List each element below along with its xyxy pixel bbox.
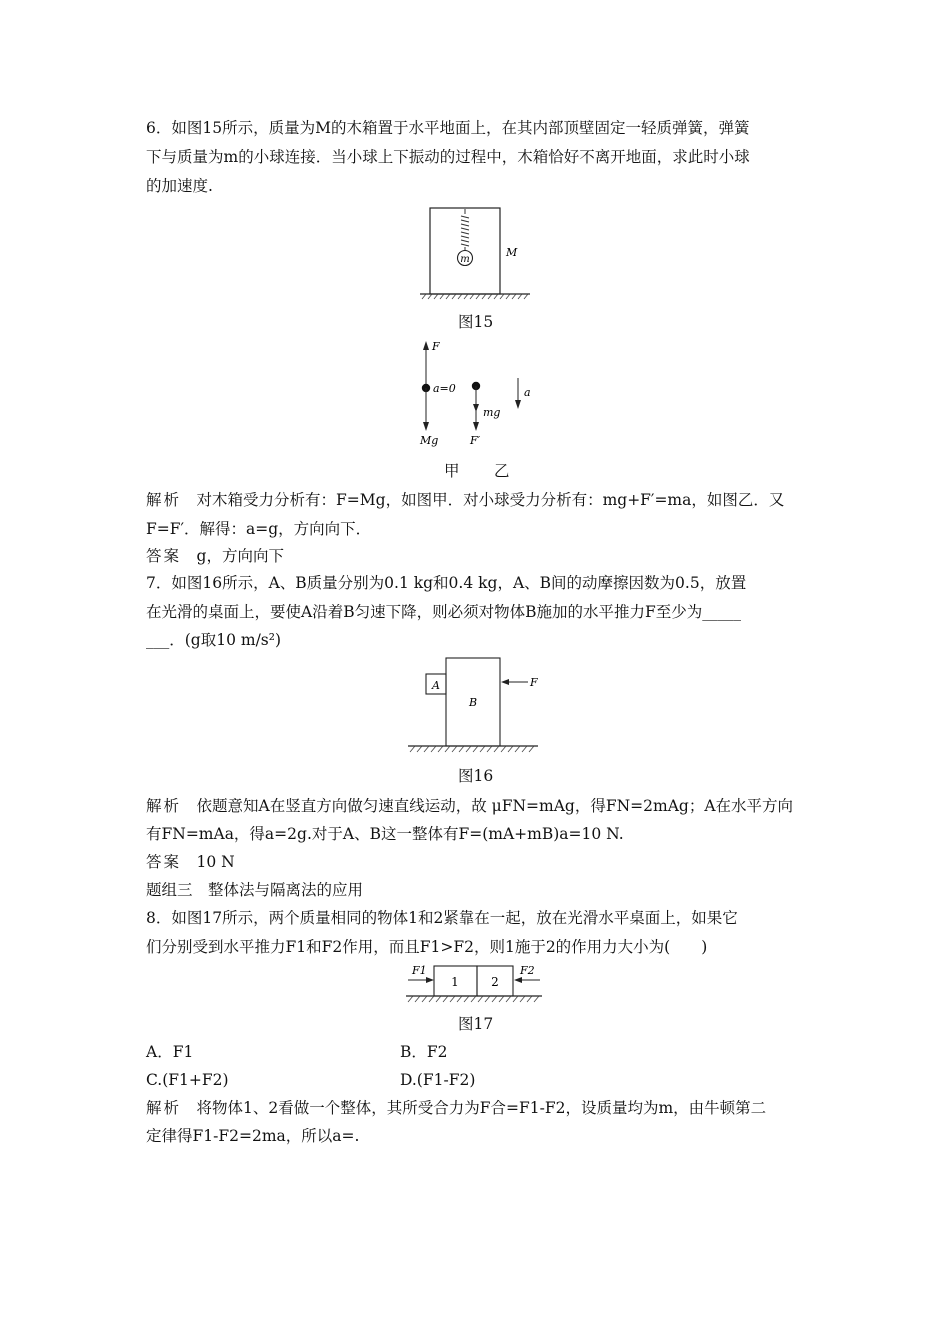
q7-analysis-line1 [146, 796, 793, 816]
q7-answer-line [146, 852, 235, 872]
q7-text-line3: ___．(g取10 m/s²) [146, 631, 282, 649]
answer-tag: 答案 [146, 547, 182, 565]
group3-heading: 题组三 整体法与隔离法的应用 [146, 881, 364, 899]
analysis-tag: 解析 [146, 1099, 182, 1117]
q8-option-A: A．F1 [146, 1043, 194, 1061]
answer-tag: 答案 [146, 853, 182, 871]
force-F2-arrowhead [514, 977, 522, 983]
q6-analysis-line2: F=F′．解得：a=g，方向向下． [146, 520, 372, 538]
q8-option-C: C.(F1+F2) [146, 1071, 229, 1089]
label-Fprime: F′ [470, 434, 481, 447]
label-F2: F2 [520, 964, 535, 977]
ground-hatch-17 [408, 996, 539, 1002]
fig15-caption: 图15 [458, 313, 494, 331]
figure-17 [404, 960, 546, 1006]
label-F1: F1 [412, 964, 427, 977]
q8-analysis-line2: 定律得F1-F2=2ma，所以a=. [146, 1127, 360, 1145]
ball-label-m: m [460, 254, 470, 265]
q6-text-line1: 6．如图15所示，质量为M的木箱置于水平地面上，在其内部顶壁固定一轻质弹簧，弹簧 [146, 119, 750, 137]
figure-16 [406, 654, 546, 758]
label-Mg: Mg [420, 434, 439, 447]
figure-15 [418, 204, 536, 300]
q8-option-B: B．F2 [400, 1043, 448, 1061]
q8-analysis-text1: 将物体1、2看做一个整体，其所受合力为F合=F1-F2，设质量均为m，由牛顿第二 [196, 1099, 767, 1117]
caption-jia: 甲 [444, 462, 460, 480]
accel-arrowhead [515, 400, 521, 409]
label-F: F [432, 340, 440, 353]
analysis-tag: 解析 [146, 797, 182, 815]
q7-text-line2: 在光滑的桌面上，要使A沿着B匀速下降，则必须对物体B施加的水平推力F至少为_____ [146, 603, 741, 621]
q6-answer-line [146, 546, 284, 566]
force-F1-arrowhead [426, 977, 434, 983]
q6-answer: g，方向向下 [196, 547, 284, 565]
label-a0: a=0 [433, 382, 456, 395]
spring [461, 209, 469, 251]
force-Mg-arrowhead [423, 422, 429, 431]
ground-hatch [422, 294, 528, 299]
q6-analysis-line1 [146, 490, 784, 510]
q7-text-line1: 7．如图16所示，A、B质量分别为0.1 kg和0.4 kg，A、B间的动摩擦因数为0.5，放置 [146, 574, 747, 592]
label-2: 2 [491, 975, 499, 989]
box-label-M: M [506, 246, 518, 259]
analysis-tag: 解析 [146, 491, 182, 509]
force-F-arrowhead-16 [501, 679, 509, 685]
force-mg-arrowhead [473, 404, 479, 412]
fig17-caption: 图17 [458, 1015, 494, 1033]
q7-analysis-line2: 有FN=mAa，得a=2g.对于A、B这一整体有F=(mA+mB)a=10 N. [146, 825, 624, 843]
q7-answer: 10 N [196, 853, 235, 871]
force-mgFp-arrowhead [473, 422, 479, 431]
label-A: A [432, 679, 440, 692]
label-a: a [524, 386, 531, 399]
caption-yi: 乙 [494, 462, 510, 480]
q7-analysis-text1: 依题意知A在竖直方向做匀速直线运动，故 μFN=mAg，得FN=2mAg；A在水平方向 [196, 797, 794, 815]
q8-text-line2: 们分别受到水平推力F1和F2作用，而且F1>F2，则1施于2的作用力大小为( ) [146, 938, 708, 956]
q6-analysis-text1: 对木箱受力分析有：F=Mg，如图甲．对小球受力分析有：mg+F′=ma，如图乙．又 [196, 491, 785, 509]
ground-hatch-16 [410, 746, 534, 752]
q6-text-line2: 下与质量为m的小球连接．当小球上下振动的过程中，木箱恰好不离开地面，求此时小球 [146, 148, 750, 166]
q6-text-line3: 的加速度. [146, 177, 213, 195]
label-B: B [468, 696, 478, 709]
q8-text-line1: 8．如图17所示，两个质量相同的物体1和2紧靠在一起，放在光滑水平桌面上，如果它 [146, 909, 738, 927]
force-F-arrowhead [423, 341, 429, 350]
label-1: 1 [451, 975, 459, 989]
label-mg: mg [483, 406, 501, 419]
q8-analysis-line1 [146, 1098, 766, 1118]
fig16-caption: 图16 [458, 767, 494, 785]
q8-option-D: D.(F1-F2) [400, 1071, 476, 1089]
free-body-diagrams [412, 338, 542, 450]
label-F-16: F [530, 676, 538, 689]
